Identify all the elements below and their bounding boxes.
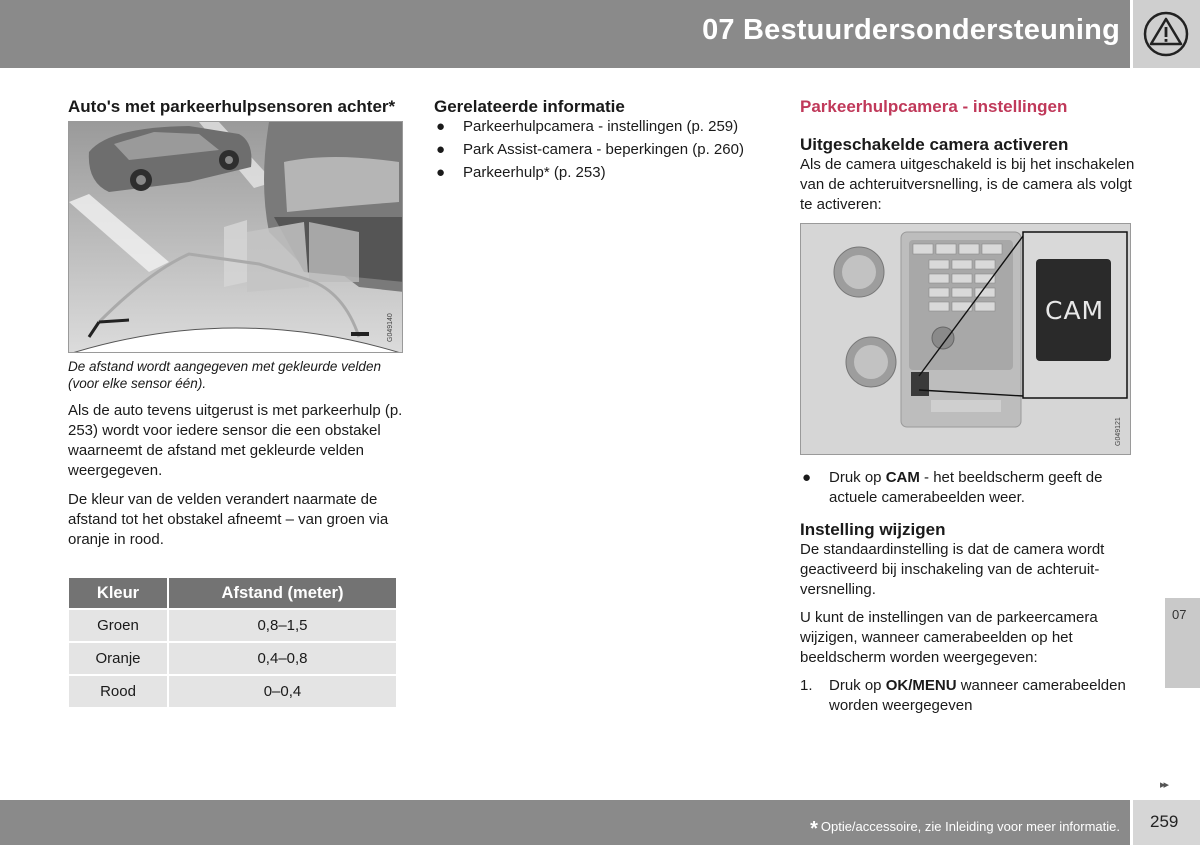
bullet-icon: ● (436, 118, 446, 135)
table-cell: Oranje (68, 642, 168, 675)
list-item: ● Druk op CAM - het beeldscherm geeft de actuele camerabeelden weer. (802, 469, 1103, 506)
instruction-list (800, 468, 1135, 508)
center-console-illustration (801, 224, 1131, 455)
chapter-tab[interactable]: 07 (1165, 598, 1200, 688)
paragraph: Als de camera uitgeschakeld is bij het inschakelen van de achteruitversnelling, is de camera als volgt te activeren: (800, 156, 1135, 213)
cam-button-figure (800, 223, 1131, 455)
bullet-icon: ● (436, 141, 446, 158)
table-header: Kleur (68, 577, 168, 609)
table-header-row (68, 577, 397, 609)
parking-sensor-figure (68, 121, 403, 353)
continue-arrows-icon: ▸▸ (1160, 779, 1168, 791)
footer-note: * Optie/accessoire, zie Inleiding voor meer informatie. (810, 818, 1120, 840)
table-cell: 0,8–1,5 (168, 609, 397, 642)
figure-code: G049140 (387, 313, 394, 342)
table-header: Afstand (meter) (168, 577, 397, 609)
list-item[interactable]: ● Parkeerhulp* (p. 253) (436, 164, 606, 181)
warning-triangle-icon (1142, 11, 1190, 57)
table-cell: Groen (68, 609, 168, 642)
table-cell: 0–0,4 (168, 675, 397, 708)
column-left (68, 96, 403, 709)
column-right (800, 96, 1135, 716)
related-info-list (434, 117, 769, 183)
section-heading: Auto's met parkeerhulpsensoren achter* (68, 97, 396, 116)
cam-keyword: CAM (885, 469, 920, 486)
step-number: 1. (800, 677, 813, 694)
list-item[interactable]: ● Park Assist-camera - beperkingen (p. 260) (436, 141, 744, 158)
paragraph: U kunt de instellingen van de parkeercamera wijzigen, wanneer camerabeelden op het beeldscherm worden weergegeven: (800, 609, 1098, 666)
paragraph: De kleur van de velden verandert naarmate de afstand tot het obstakel afneemt – van groen via oranje in rood. (68, 491, 389, 548)
bullet-icon: ● (802, 469, 812, 486)
table-row (68, 642, 397, 675)
related-info-heading: Gerelateerde informatie (434, 97, 625, 116)
figure-caption: De afstand wordt aangegeven met gekleurde velden (voor elke sensor één). (68, 359, 381, 391)
step-item: 1. Druk op OK/MENU wanneer camerabeelden worden weergegeven (800, 677, 1126, 714)
list-item[interactable]: ● Parkeerhulpcamera - instellingen (p. 259) (436, 118, 739, 135)
rear-camera-illustration (69, 122, 403, 353)
figure-code: G049121 (1115, 417, 1122, 446)
subheading: Uitgeschakelde camera activeren (800, 135, 1069, 154)
section-title: Parkeerhulpcamera - instellingen (800, 97, 1068, 116)
ok-menu-keyword: OK/MENU (885, 677, 957, 694)
footnote-star: * (810, 818, 818, 840)
table-row (68, 675, 397, 708)
bullet-icon: ● (436, 164, 446, 181)
chapter-title: 07 Bestuurdersondersteuning (702, 14, 1120, 46)
paragraph: De standaardinstelling is dat de camera wordt geactiveerd bij inschakeling van de achteruitversnelling. (800, 541, 1105, 598)
warning-icon-box (1133, 0, 1200, 68)
column-middle (434, 96, 769, 183)
subheading: Instelling wijzigen (800, 520, 946, 539)
page-number: 259 (1150, 812, 1179, 831)
paragraph: Als de auto tevens uitgerust is met parkeerhulp (p. 253) wordt voor iedere sensor die een obstakel waarneemt de afstand met gekleurde velden weergegeven. (68, 402, 403, 479)
table-row (68, 609, 397, 642)
page-number-box (1133, 800, 1200, 845)
table-cell: Rood (68, 675, 168, 708)
cam-button-label: CAM (1045, 296, 1105, 325)
distance-table (67, 576, 398, 709)
table-cell: 0,4–0,8 (168, 642, 397, 675)
